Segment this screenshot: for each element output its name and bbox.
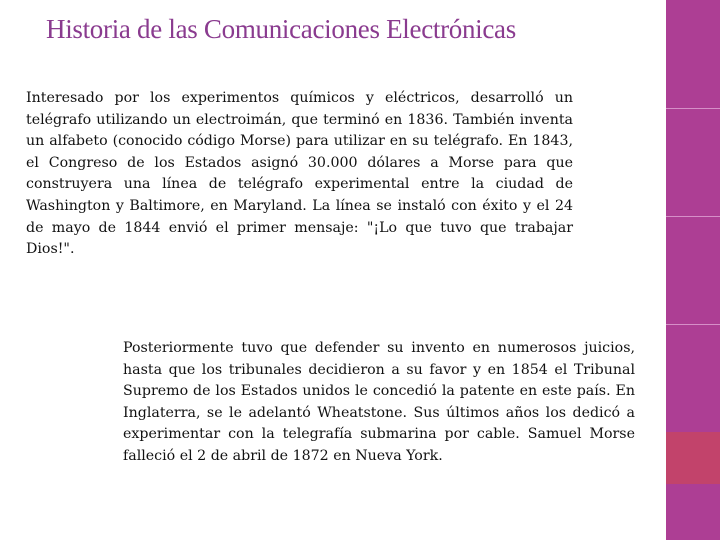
paragraph-morse-telegraph: Interesado por los experimentos químicos y eléctricos, desarrolló un telégrafo utilizando un electroimán, que terminó en 1836. También inventa un alfabeto (conocido código Morse) para utilizar en su telégrafo. En 1843, el Congreso de los Estados asignó 30.000 dólares a Morse para que construyera una línea de telégrafo experimental entre la ciudad de Washington y Baltimore, en Maryland. La línea se instaló con éxito y el 24 de mayo de 1844 envió el primer mensaje: "¡Lo que tuvo que trabajar Dios!". [26, 90, 573, 258]
slide-title: Historia de las Comunicaciones Electrónicas [46, 14, 516, 44]
sidebar-divider [666, 216, 720, 217]
sidebar-divider [666, 324, 720, 325]
sidebar-divider [666, 108, 720, 109]
paragraph-morse-later-years: Posteriormente tuvo que defender su invento en numerosos juicios, hasta que los tribunales decidieron a su favor y en 1854 el Tribunal Supremo de los Estados unidos le concedió la patente en este país. En Inglaterra, se le adelantó Wheatstone. Sus últimos años los dedicó a experimentar con la telegrafía submarina por cable. Samuel Morse falleció el 2 de abril de 1872 en Nueva York. [123, 340, 635, 464]
sidebar-accent-block [666, 432, 720, 484]
decorative-sidebar [666, 0, 720, 540]
